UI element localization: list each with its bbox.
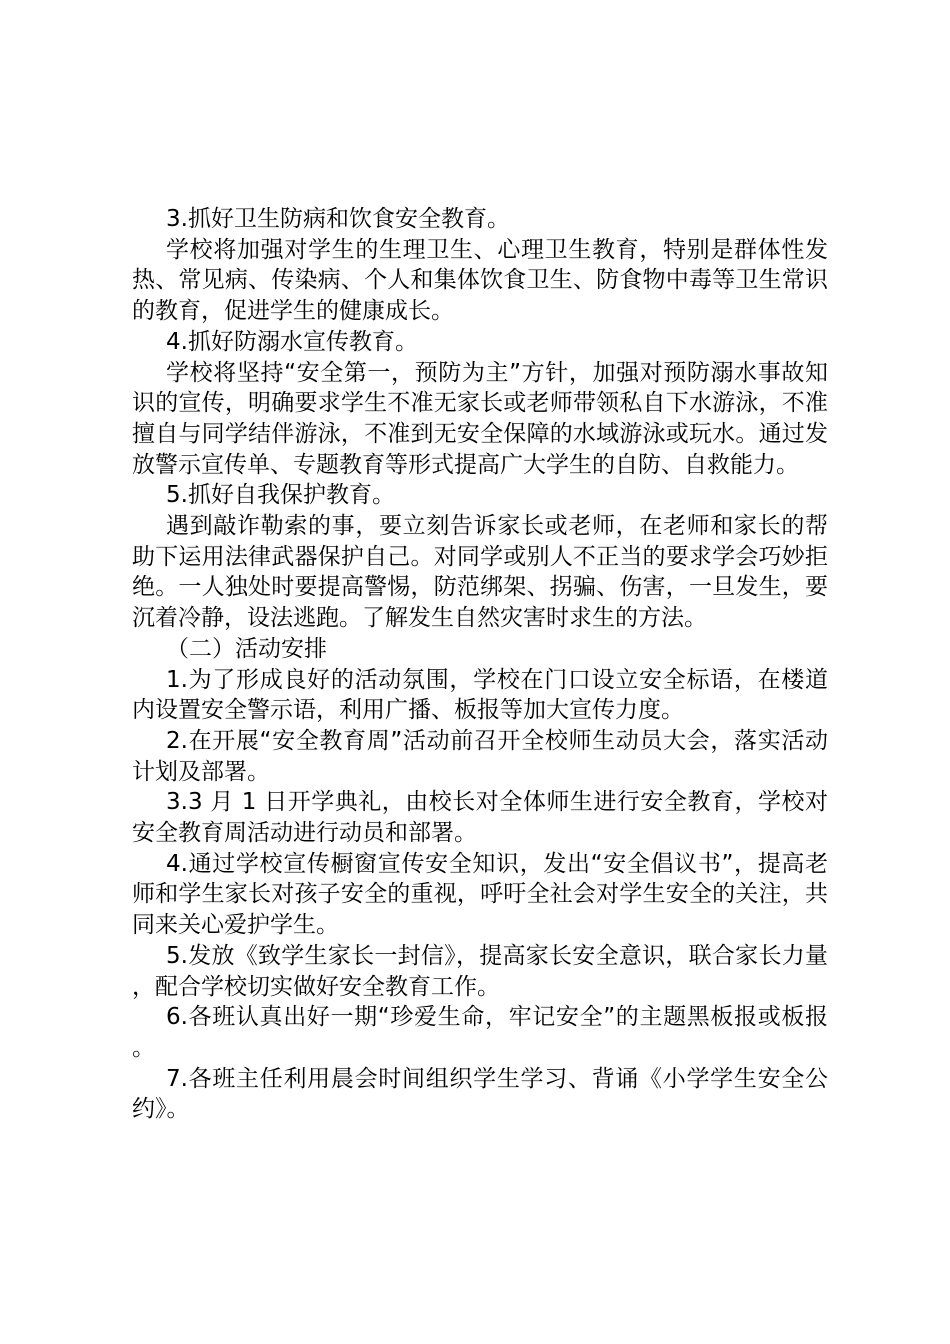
list-item-activity-3: 3.3 月 1 日开学典礼，由校长对全体师生进行安全教育，学校对安全教育周活动进行动员和部署。 — [132, 789, 828, 847]
list-item-activity-2: 2.在开展“安全教育周”活动前召开全校师生动员大会，落实活动计划及部署。 — [132, 727, 828, 785]
list-item-activity-6: 6.各班认真出好一期“珍爱生命，牢记安全”的主题黑板报或板报。 — [132, 1004, 828, 1061]
list-item-activity-7: 7.各班主任利用晨会时间组织学生学习、背诵《小学学生安全公约》。 — [132, 1065, 828, 1123]
list-item-activity-1: 1.为了形成良好的活动氛围，学校在门口设立安全标语，在楼道内设置安全警示语，利用广播、板报等加大宣传力度。 — [132, 666, 828, 724]
paragraph-drowning: 学校将坚持“安全第一，预防为主”方针，加强对预防溺水事故知识的宣传，明确要求学生不准无家长或老师带领私自下水游泳，不准擅自与同学结伴游泳，不准到无安全保障的水域游泳或玩水。通过发放警示宣传单、专题教育等形式提高广大学生的自防、自救能力。 — [132, 359, 828, 478]
section-heading-self-protection: 5.抓好自我保护教育。 — [166, 482, 395, 509]
list-item-activity-5: 5.发放《致学生家长一封信》，提高家长安全意识，联合家长力量，配合学校切实做好安全教育工作。 — [132, 942, 828, 1000]
paragraph-hygiene: 学校将加强对学生的生理卫生、心理卫生教育，特别是群体性发热、常见病、传染病、个人和集体饮食卫生、防食物中毒等卫生常识的教育，促进学生的健康成长。 — [132, 236, 828, 325]
document-body — [132, 204, 828, 1125]
section-heading-drowning: 4.抓好防溺水宣传教育。 — [166, 328, 418, 355]
section-heading-activity-arrangement: （二）活动安排 — [166, 635, 327, 662]
paragraph-self-protection: 遇到敲诈勒索的事，要立刻告诉家长或老师，在老师和家长的帮助下运用法律武器保护自己。对同学或别人不正当的要求学会巧妙拒绝。一人独处时要提高警惕，防范绑架、拐骗、伤害，一旦发生，要沉着冷静，设法逃跑。了解发生自然灾害时求生的方法。 — [132, 513, 828, 632]
list-item-activity-4: 4.通过学校宣传橱窗宣传安全知识，发出“安全倡议书”，提高老师和学生家长对孩子安全的重视，呼吁全社会对学生安全的关注，共同来关心爱护学生。 — [132, 850, 828, 939]
section-heading-hygiene: 3.抓好卫生防病和饮食安全教育。 — [166, 206, 510, 232]
